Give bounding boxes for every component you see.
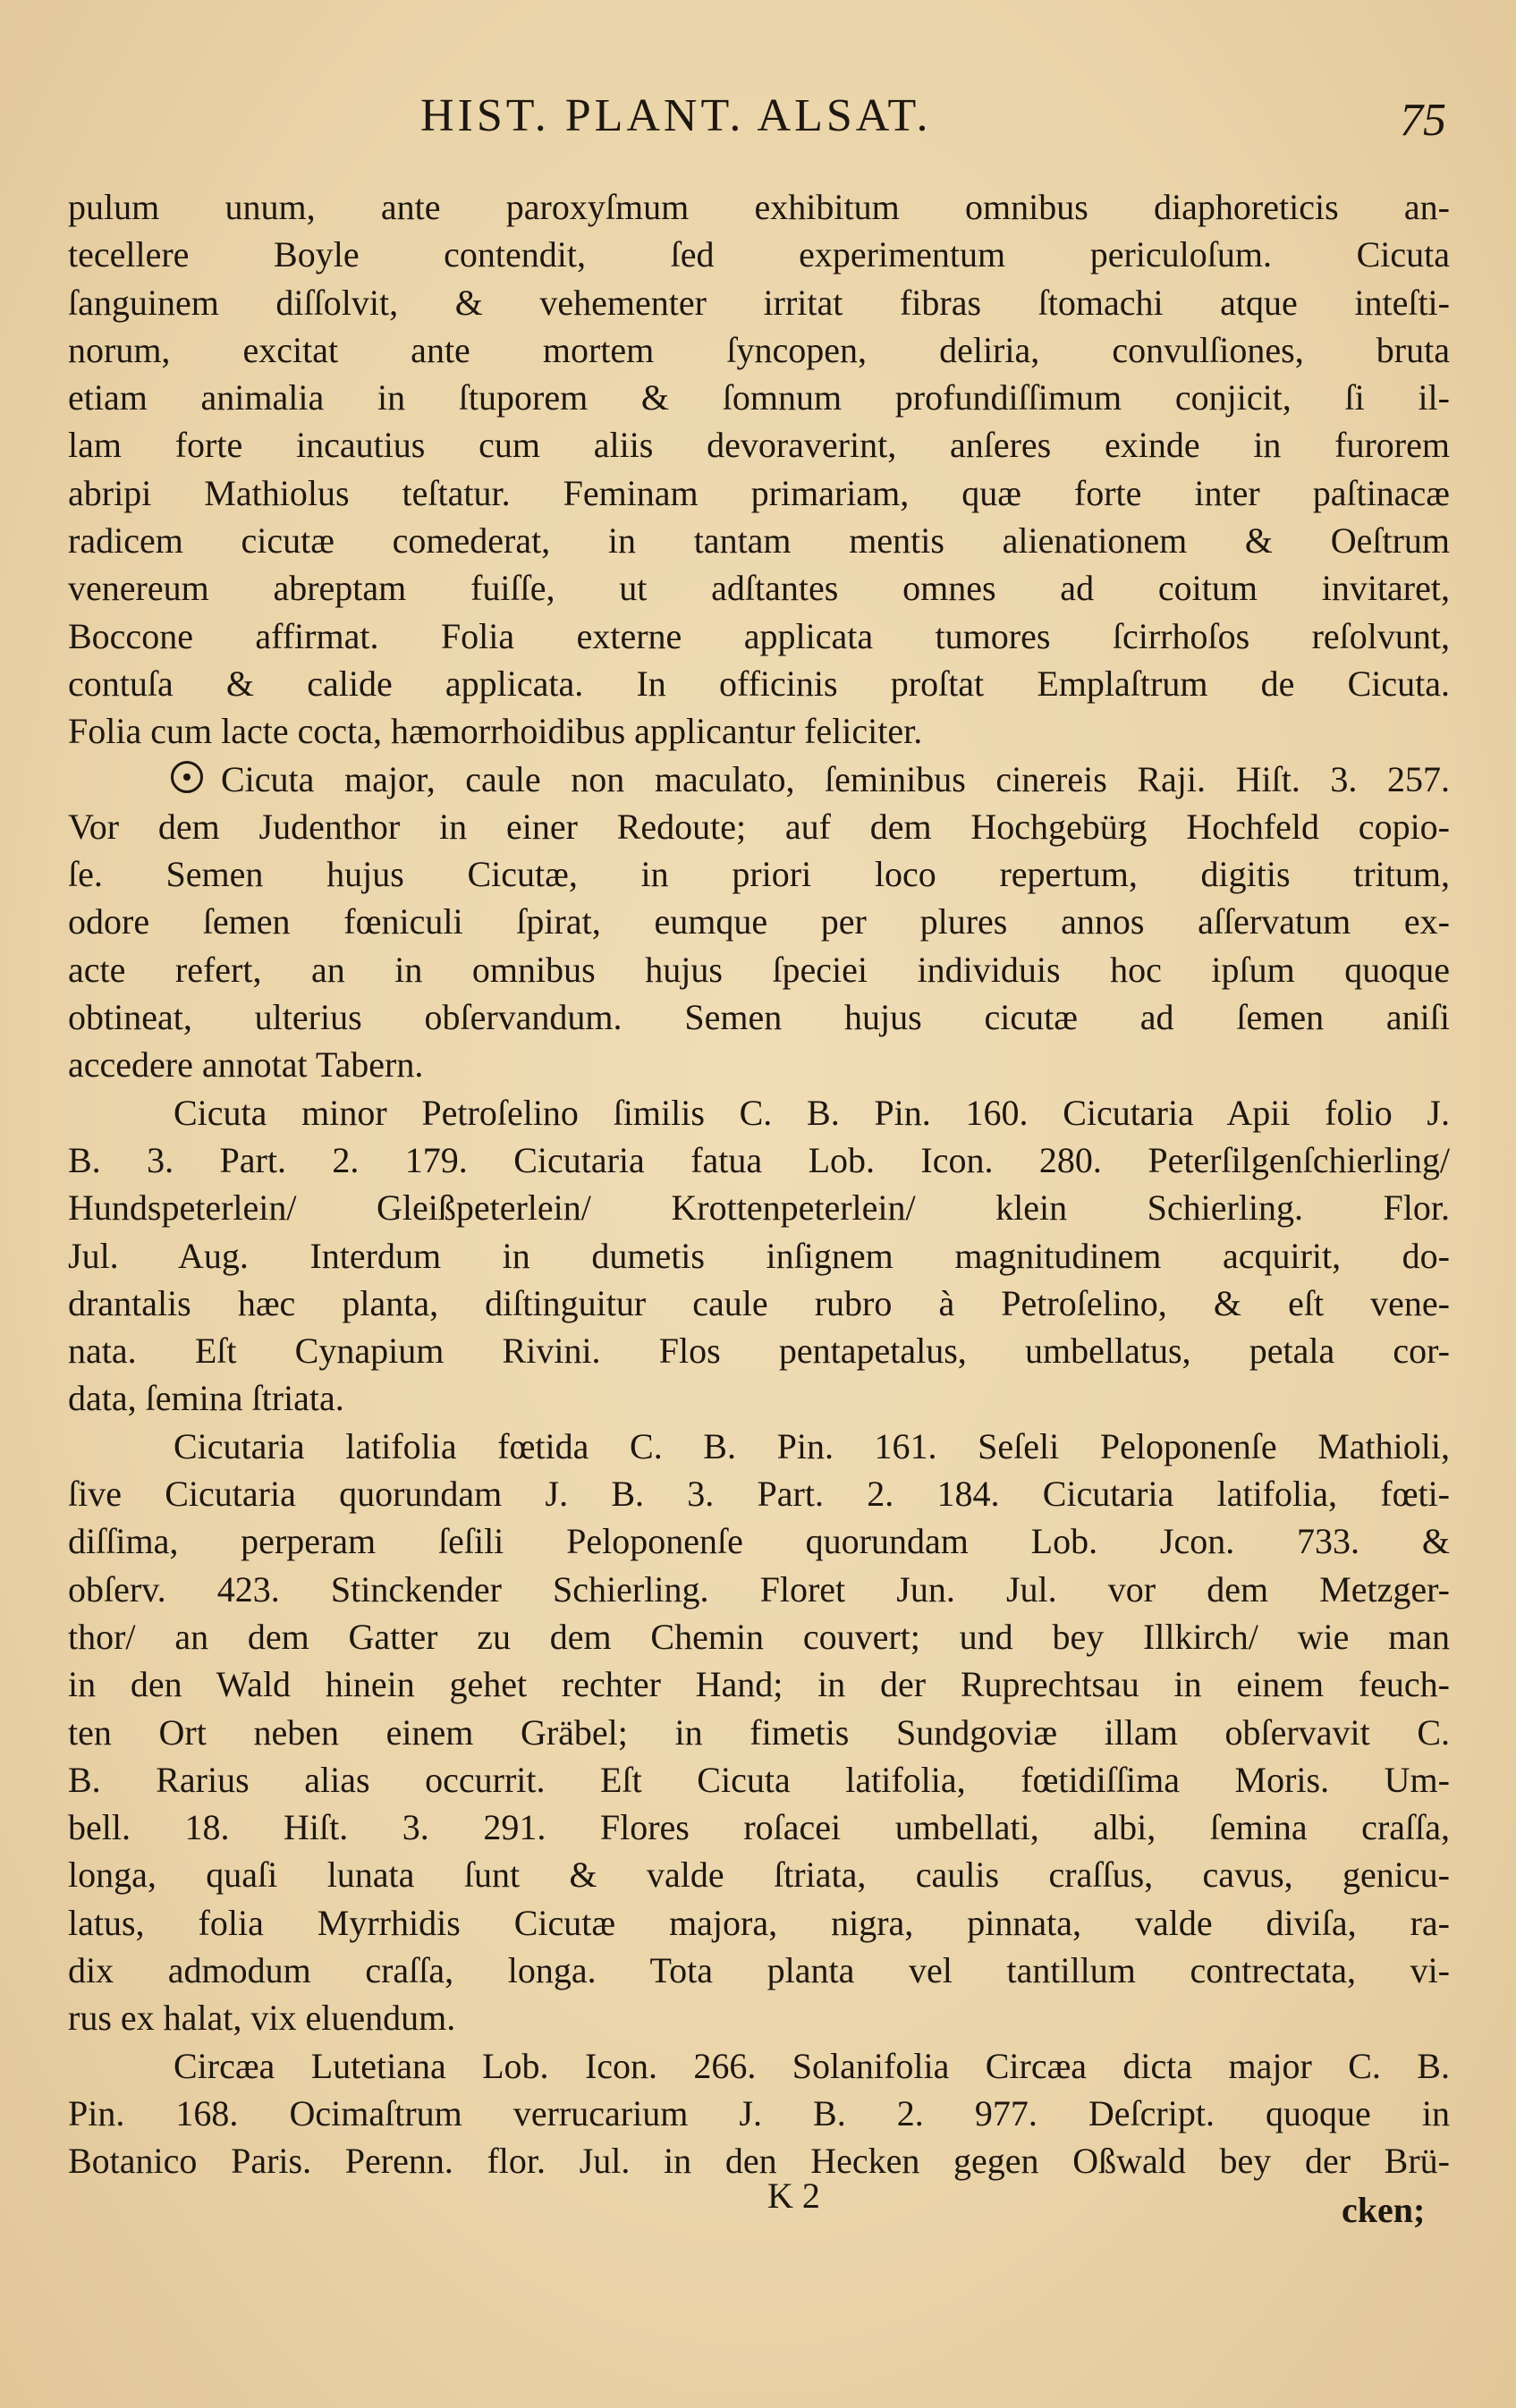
text-line: ſanguinem diſſolvit, & vehementer irritat fibras ſtomachi atque inteſti- — [68, 282, 1450, 323]
text-line: odore ſemen fœniculi ſpirat, eumque per plures annos aſſervatum ex- — [68, 901, 1450, 942]
text-line: Boccone affirmat. Folia externe applicata tumores ſcirrhoſos reſolvunt, — [68, 615, 1450, 656]
text-line: Pin. 168. Ocimaſtrum verrucarium J. B. 2. 977. Deſcript. quoque in — [68, 2092, 1450, 2133]
text-line: dix admodum craſſa, longa. Tota planta vel tantillum contrectata, vi- — [68, 1949, 1450, 1990]
text-line: B. Rarius alias occurrit. Eſt Cicuta latifolia, fœtidiſſima Moris. Um- — [68, 1759, 1450, 1800]
text-line: Cicuta minor Petroſelino ſimilis C. B. Pin. 160. Cicutaria Apii folio J. — [174, 1092, 1450, 1133]
circle-dot-symbol-icon — [171, 761, 203, 793]
text-line: Cicutaria latifolia fœtida C. B. Pin. 161. Seſeli Peloponenſe Mathioli, — [174, 1425, 1450, 1466]
text-line: Circæa Lutetiana Lob. Icon. 266. Solanifolia Circæa dicta major C. B. — [174, 2045, 1450, 2086]
text-line: obſerv. 423. Stinckender Schierling. Floret Jun. Jul. vor dem Metzger- — [68, 1568, 1450, 1610]
text-line: bell. 18. Hiſt. 3. 291. Flores roſacei umbellati, albi, ſemina craſſa, — [68, 1807, 1450, 1848]
signature-mark: K 2 — [767, 2176, 820, 2216]
text-line: tecellere Boyle contendit, ſed experimentum periculoſum. Cicuta — [68, 234, 1450, 275]
text-line: in den Wald hinein gehet rechter Hand; in der Ruprechtsau in einem feuch- — [68, 1664, 1450, 1705]
text-line: drantalis hæc planta, diſtinguitur caule rubro à Petroſelino, & eſt vene- — [68, 1282, 1450, 1323]
text-line: nata. Eſt Cynapium Rivini. Flos pentapetalus, umbellatus, petala cor- — [68, 1331, 1450, 1372]
text-line: latus, folia Myrrhidis Cicutæ majora, nigra, pinnata, valde diviſa, ra- — [68, 1902, 1450, 1943]
text-line: ſe. Semen hujus Cicutæ, in priori loco repertum, digitis tritum, — [68, 854, 1450, 895]
text-line: Folia cum lacte cocta, hæmorrhoidibus applicantur feliciter. — [68, 711, 923, 752]
text-line: Jul. Aug. Interdum in dumetis inſignem magnitudinem acquirit, do- — [68, 1235, 1450, 1276]
text-line: pulum unum, ante paroxyſmum exhibitum omnibus diaphoreticis an- — [68, 187, 1450, 227]
catchword: cken; — [1342, 2190, 1426, 2230]
text-line: ſive Cicutaria quorundam J. B. 3. Part. 2. 184. Cicutaria latifolia, fœti- — [68, 1474, 1450, 1515]
text-line: norum, excitat ante mortem ſyncopen, deliria, convulſiones, bruta — [68, 329, 1450, 370]
text-line: Hundspeterlein/ Gleißpeterlein/ Krottenpeterlein/ klein Schierling. Flor. — [68, 1187, 1450, 1229]
body-text — [68, 183, 1450, 2184]
page-number: 75 — [1400, 95, 1446, 146]
text-line: Botanico Paris. Perenn. flor. Jul. in den Hecken gegen Oßwald bey der Brü- — [68, 2141, 1450, 2182]
text-line: Cicuta major, caule non maculato, ſeminibus cinereis Raji. Hiſt. 3. 257. — [221, 758, 1450, 799]
text-line: thor/ an dem Gatter zu dem Chemin couvert; und bey Illkirch/ wie man — [68, 1616, 1450, 1657]
text-line: diſſima, perperam ſeſili Peloponenſe quorundam Lob. Jcon. 733. & — [68, 1521, 1450, 1562]
text-line: venereum abreptam fuiſſe, ut adſtantes omnes ad coitum invitaret, — [68, 568, 1450, 609]
text-line: abripi Mathiolus teſtatur. Feminam primariam, quæ forte inter paſtinacæ — [68, 472, 1450, 513]
text-line: contuſa & calide applicata. In officinis proſtat Emplaſtrum de Cicuta. — [68, 663, 1450, 704]
text-line: obtineat, ulterius obſervandum. Semen hujus cicutæ ad ſemen aniſi — [68, 997, 1450, 1038]
text-line: Vor dem Judenthor in einer Redoute; auf dem Hochgebürg Hochfeld copio- — [68, 806, 1450, 847]
running-head-title: HIST. PLANT. ALSAT. — [420, 90, 932, 141]
text-line: lam forte incautius cum aliis devoraverint, anſeres exinde in furorem — [68, 425, 1450, 466]
text-line: radicem cicutæ comederat, in tantam mentis alienationem & Oeſtrum — [68, 520, 1450, 562]
text-line: accedere annotat Tabern. — [68, 1044, 424, 1086]
text-line: acte refert, an in omnibus hujus ſpeciei individuis hoc ipſum quoque — [68, 949, 1450, 990]
text-line: rus ex halat, vix eluendum. — [68, 1998, 456, 2039]
text-line: etiam animalia in ſtuporem & ſomnum profundiſſimum conjicit, ſi il- — [68, 377, 1450, 418]
text-line: B. 3. Part. 2. 179. Cicutaria fatua Lob. Icon. 280. Peterſilgenſchierling/ — [68, 1139, 1450, 1180]
entry-line-cicuta-major — [68, 756, 1450, 803]
text-line: ten Ort neben einem Gräbel; in fimetis Sundgoviæ illam obſervavit C. — [68, 1711, 1450, 1753]
text-line: longa, quaſi lunata ſunt & valde ſtriata, caulis craſſus, cavus, genicu- — [68, 1855, 1450, 1896]
text-line: data, ſemina ſtriata. — [68, 1378, 344, 1419]
